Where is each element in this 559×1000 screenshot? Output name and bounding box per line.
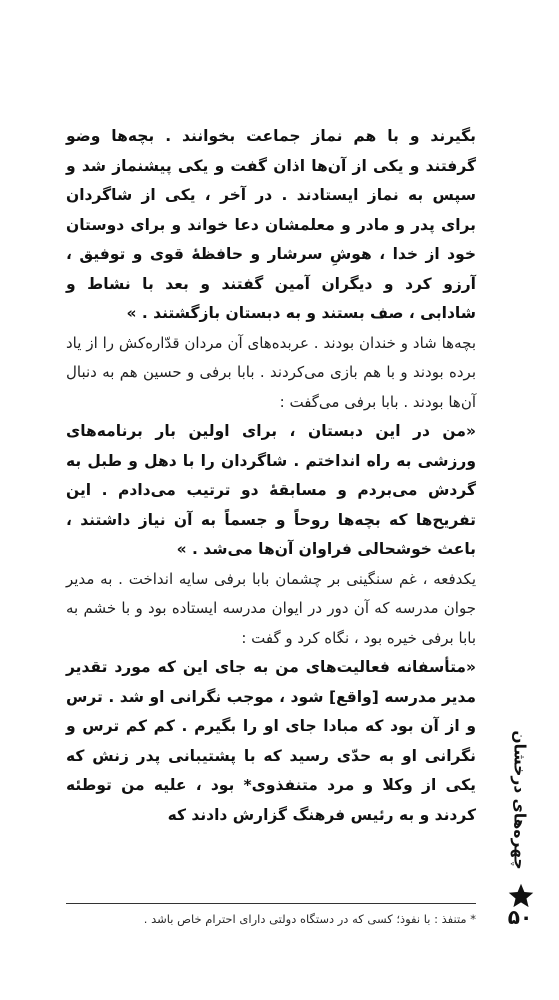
paragraph: «متأسفانه فعالیت‌های من به جای این که مورد تقدیر مدیر مدرسه [واقع] شود ، موجب نگرانی او شد . ترس و از آن بود که مبادا جای او را بگیرم . کم کم ترس و نگرانی او به حدّی رسید که با پشتیبانی پدر زنش که یکی از وکلا و مرد متنفذوی* بود ، علیه من توطئه کردند و به رئیس فرهنگ گزارش دادند که <box>66 658 476 824</box>
paragraph: «من در این دبستان ، برای اولین بار برنامه‌های ورزشی به راه انداختم . شاگردان را با دهل و طبل به گردش می‌بردم و مسابقهٔ دو ترتیب می‌دادم . این تفریح‌ها که بچه‌ها روحاً و جسماً به آن نیاز داشتند ، باعث خوشحالی فراوان آن‌ها می‌شد . » <box>66 422 476 558</box>
running-title-text: چهره‌های درخشان <box>511 730 529 870</box>
paragraph: بگیرند و با هم نماز جماعت بخوانند . بچه‌ها وضو گرفتند و یکی از آن‌ها اذان گفت و یکی پیشنماز شد و سپس به نماز ایستادند . در آخر ، یکی از شاگردان برای پدر و مادر و معلمشان دعا خواند و برای دوستان خود از خدا ، هوشِ سرشار و حافظهٔ قوی و توفیق ، آرزو کرد و دیگران آمین گفتند و بعد با نشاط و شادابی ، صف بستند و به دبستان بازگشتند . » <box>66 127 476 322</box>
footnote: * متنفذ : با نفوذ؛ کسی که در دستگاه دولتی دارای احترام خاص باشد . <box>143 912 476 926</box>
footnote-divider <box>66 903 476 904</box>
paragraph: یکدفعه ، غم سنگینی بر چشمان بابا برفی سایه انداخت . به مدیر جوان مدرسه که آن دور در ایوان مدرسه ایستاده بود و با خشم به بابا برفی خیره بود ، نگاه کرد و گفت : <box>66 569 476 647</box>
body-text <box>66 122 476 830</box>
running-title <box>505 700 535 900</box>
paragraph: بچه‌ها شاد و خندان بودند . عربده‌های آن مردان قدّاره‌کش را از یاد برده بودند و با هم بازی می‌کردند . بابا برفی و حسین هم به دنبال آن‌ها بودند . بابا برفی می‌گفت : <box>66 333 476 411</box>
page-number: ۵۰ <box>507 905 533 929</box>
